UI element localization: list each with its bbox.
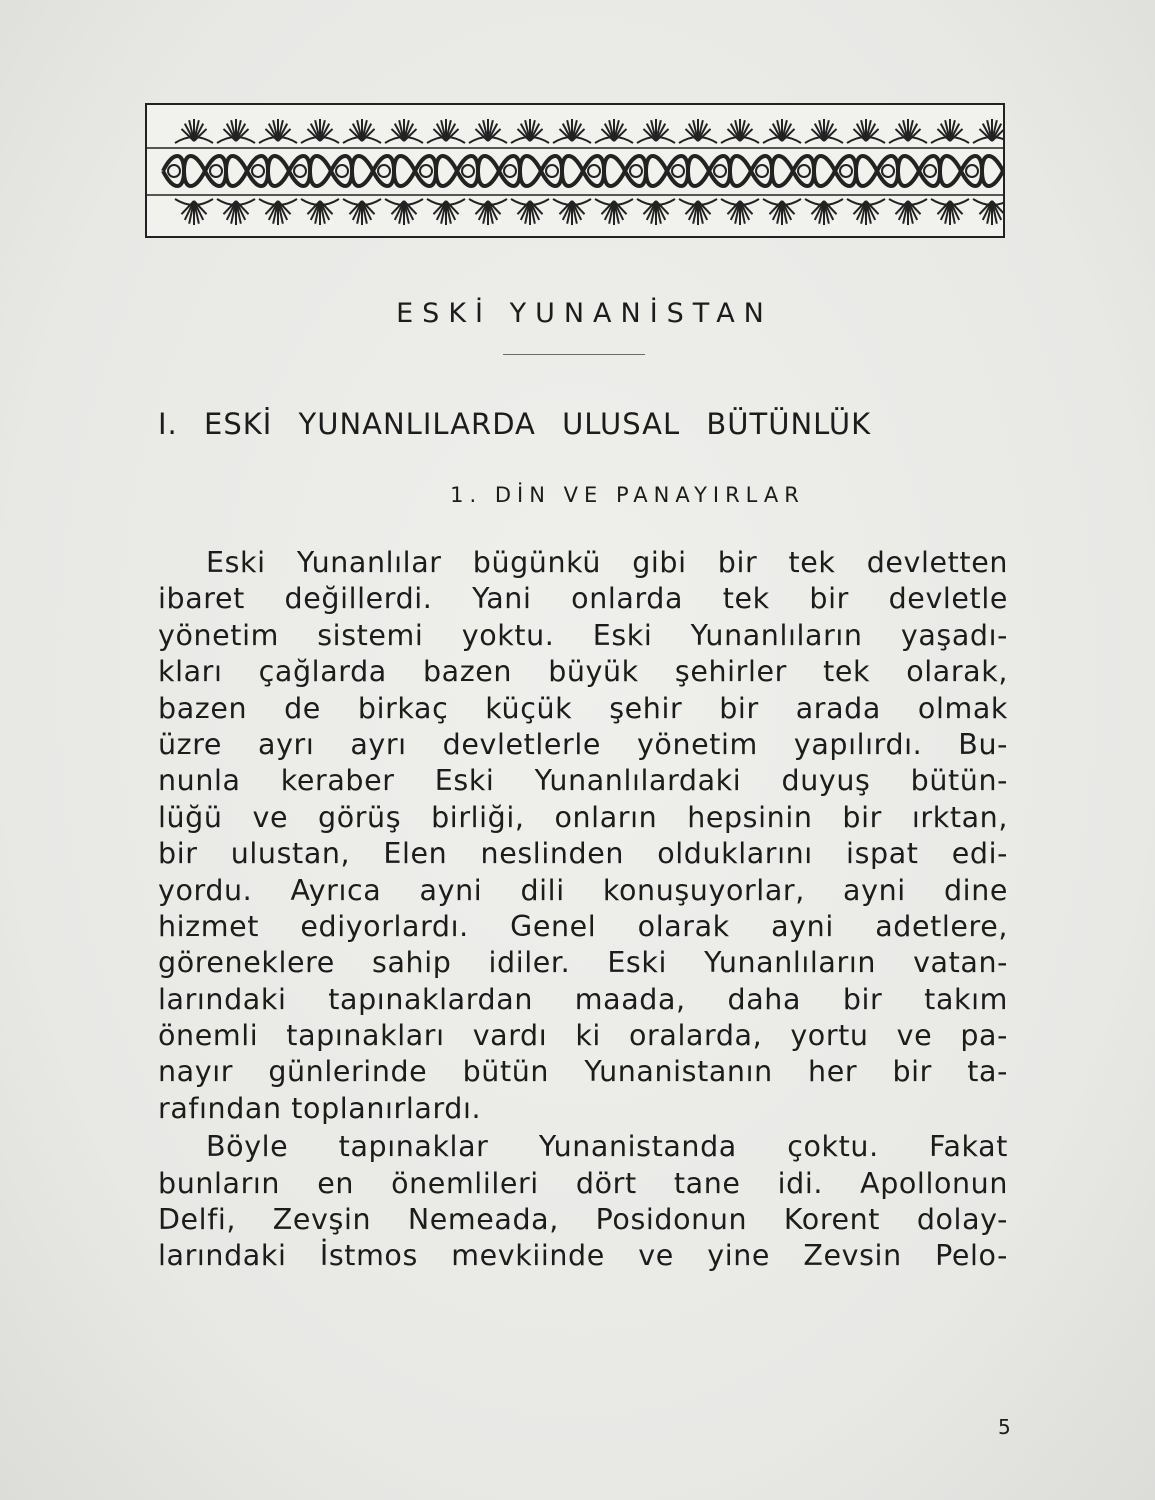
body-text (158, 545, 1008, 1275)
section-heading: 1. DİN VE PANAYIRLAR (450, 483, 805, 507)
title-divider (503, 354, 645, 355)
text-line: bunların en önemlileri dört tane idi. Apollonun (158, 1166, 1008, 1200)
text-line: bazen de birkaç küçük şehir bir arada olmak (158, 691, 1008, 725)
text-line: göreneklere sahip idiler. Eski Yunanlıların vatan- (158, 946, 1008, 980)
text-line: larındaki İstmos mevkiinde ve yine Zevsin Pelo- (158, 1239, 1008, 1273)
text-line: larındaki tapınaklardan maada, daha bir takım (158, 982, 1008, 1016)
text-line: Eski Yunanlılar bügünkü gibi bir tek devletten (206, 546, 1008, 579)
paragraph-2 (158, 1129, 1008, 1275)
chapter-heading: I. ESKİ YUNANLILARDA ULUSAL BÜTÜNLÜK (158, 407, 872, 441)
text-line: bir ulustan, Elen neslinden olduklarını ispat edi- (158, 837, 1008, 871)
text-line: nunla keraber Eski Yunanlılardaki duyuş bütün- (158, 764, 1008, 798)
text-line: yönetim sistemi yoktu. Eski Yunanlıların yaşadı- (158, 618, 1008, 652)
text-line: Böyle tapınaklar Yunanistanda çoktu. Fakat (206, 1130, 1008, 1164)
text-line: lüğü ve görüş birliği, onların hepsinin bir ırktan, (158, 800, 1008, 834)
text-line: ibaret değillerdi. Yani onlarda tek bir devletle (158, 582, 1008, 616)
text-line: Delfi, Zevşin Nemeada, Posidonun Korent dolay- (158, 1203, 1008, 1237)
text-line: nayır günlerinde bütün Yunanistanın her bir ta- (158, 1055, 1008, 1089)
text-line: önemli tapınakları vardı ki oralarda, yortu ve pa- (158, 1019, 1008, 1053)
page-number: 5 (998, 1415, 1011, 1439)
greek-ornament-band (145, 103, 1005, 238)
text-line: kları çağlarda bazen büyük şehirler tek olarak, (158, 655, 1008, 689)
text-line: rafından toplanırlardı. (158, 1091, 482, 1125)
paragraph-1 (158, 545, 1008, 1127)
text-line: üzre ayrı ayrı devletlerle yönetim yapılırdı. Bu- (158, 727, 1008, 761)
page-title: ESKİ YUNANİSTAN (396, 298, 773, 329)
text-line: yordu. Ayrıca ayni dili konuşuyorlar, ayni dine (158, 873, 1008, 907)
text-line: hizmet ediyorlardı. Genel olarak ayni adetlere, (158, 909, 1008, 943)
